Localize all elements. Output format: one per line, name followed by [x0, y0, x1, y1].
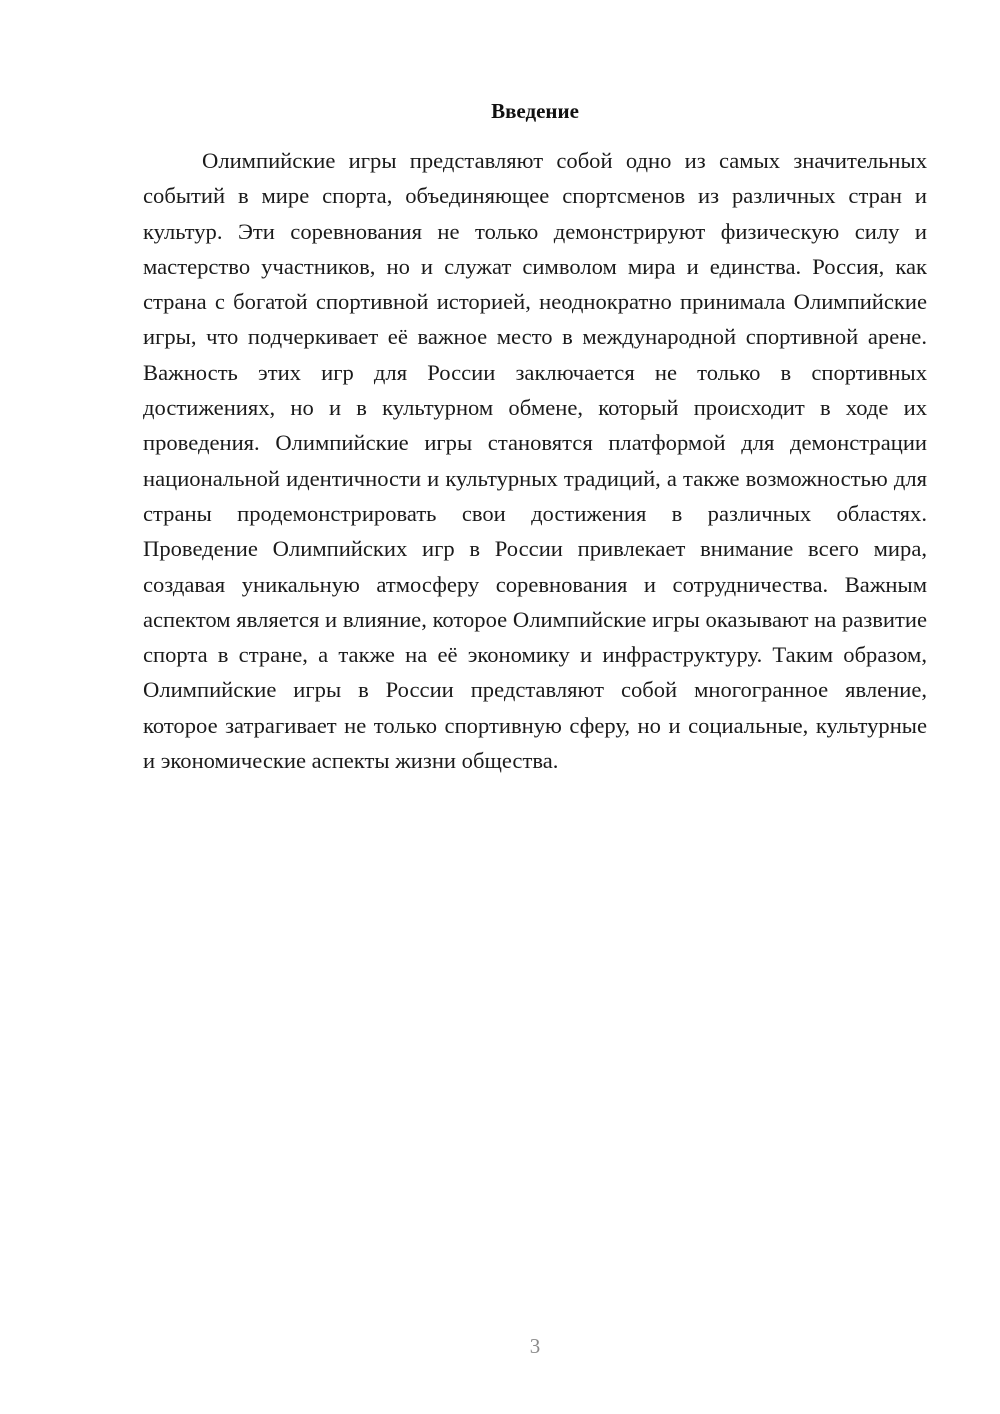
section-heading: Введение: [491, 99, 579, 123]
page-number: 3: [529, 1334, 541, 1358]
body-paragraph: Олимпийские игры представляют собой одно из самых значительных событий в мире спорта, объединяющее спортсменов из различных стран и культур. Эти соревнования не только демонстрируют физическую силу и мастерство участников, но и служат символом мира и единства. Россия, как страна с богатой спортивной историей, неоднократно принимала Олимпийские игры, что подчеркивает её важное место в международной спортивной арене. Важность этих игр для России заключается не только в спортивных достижениях, но и в культурном обмене, который происходит в ходе их проведения. Олимпийские игры становятся платформой для демонстрации национальной идентичности и культурных традиций, а также возможностью для страны продемонстрировать свои достижения в различных областях. Проведение Олимпийских игр в России привлекает внимание всего мира, создавая уникальную атмосферу соревнования и сотрудничества. Важным аспектом является и влияние, которое Олимпийские игры оказывают на развитие спорта в стране, а также на её экономику и инфраструктуру. Таким образом, Олимпийские игры в России представляют собой многогранное явление, которое затрагивает не только спортивную сферу, но и социальные, культурные и экономические аспекты жизни общества.: [143, 148, 927, 774]
